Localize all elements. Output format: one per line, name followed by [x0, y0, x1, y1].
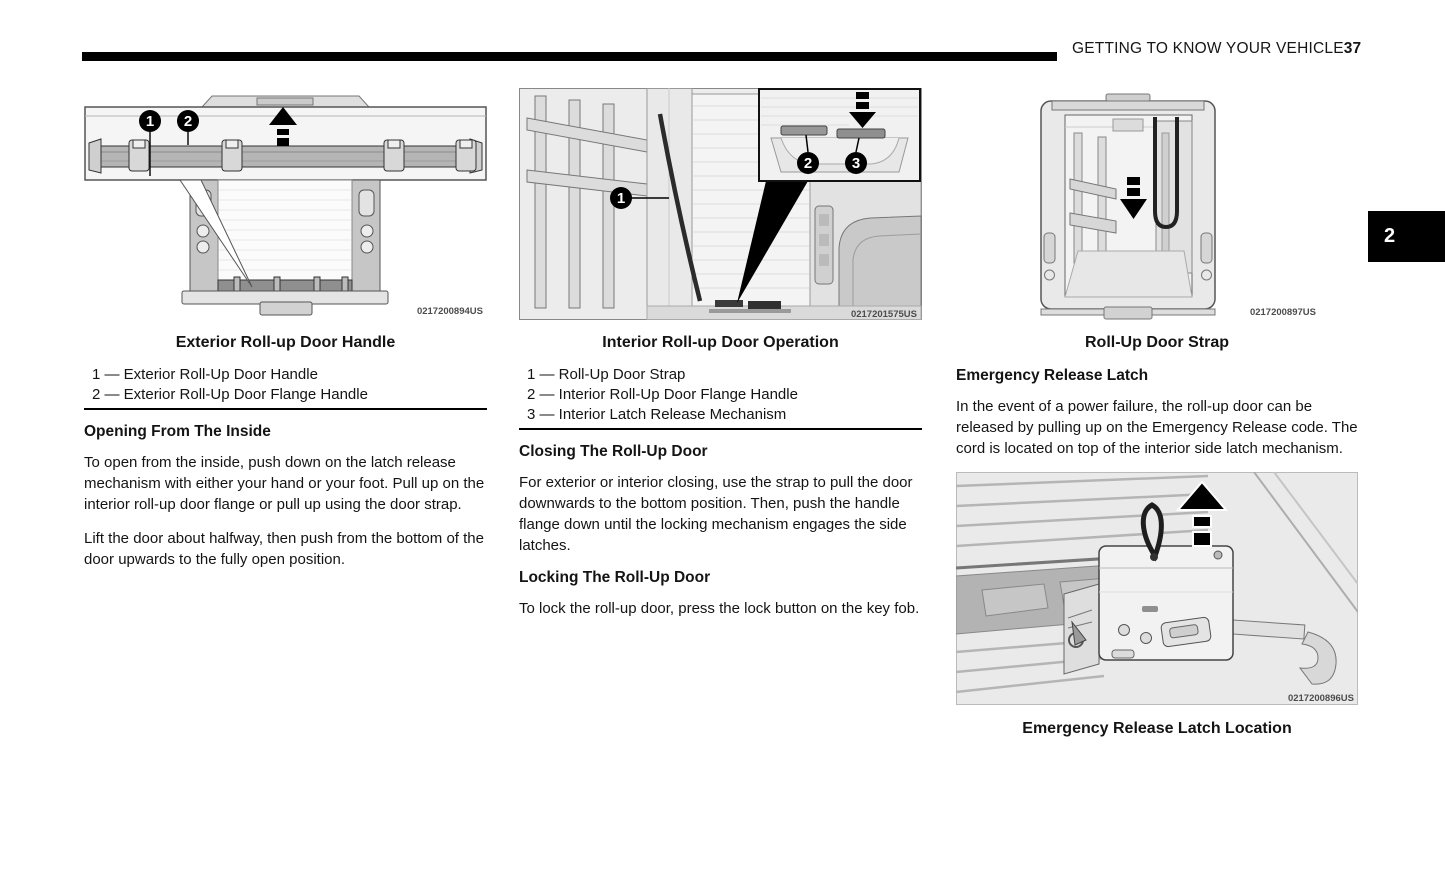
- chapter-tab-number: 2: [1384, 225, 1396, 247]
- interior-door-illustration: [519, 88, 922, 320]
- running-header: [1072, 40, 1362, 58]
- van-rear-open: [1041, 94, 1215, 319]
- legend: [519, 365, 922, 425]
- figure-image-id: 0217200896US: [1287, 693, 1354, 704]
- callout-2-number: 2: [803, 155, 813, 172]
- section-heading: Emergency Release Latch: [956, 367, 1149, 384]
- van-rear: [182, 180, 388, 315]
- figure-caption: Interior Roll-up Door Operation: [602, 334, 839, 351]
- figure-caption: Exterior Roll-up Door Handle: [175, 334, 396, 351]
- handle-flange-inset: [759, 89, 920, 181]
- column-left: [84, 95, 487, 570]
- section-heading: Locking The Roll-Up Door: [519, 569, 711, 586]
- figure-image-id: 0217201575US: [850, 309, 917, 320]
- body-paragraph: To lock the roll-up door, press the lock button on the key fob.: [519, 600, 920, 617]
- figure-caption: Emergency Release Latch Location: [1022, 720, 1292, 737]
- legend: [84, 365, 487, 405]
- header-rule: [82, 52, 1057, 61]
- body-paragraph: In the event of a power failure, the roll-up door can be released by pulling up on the Emergency Release code. The cord is located on top of the interior side latch mechanism.: [956, 398, 1358, 457]
- legend-item: 2 — Exterior Roll-Up Door Flange Handle: [92, 386, 368, 403]
- legend-rule: [519, 428, 922, 430]
- callout-1-number: 1: [616, 190, 626, 207]
- figure-emergency-release-latch: [956, 472, 1358, 705]
- column-right: [956, 93, 1358, 738]
- callout-3-number: 3: [851, 155, 861, 172]
- body-paragraph: For exterior or interior closing, use the strap to pull the door downwards to the bottom position. Then, push the handle flange down until the locking mechanism engages the side latches.: [519, 474, 913, 554]
- running-header-title: GETTING TO KNOW YOUR VEHICLE: [1072, 40, 1344, 57]
- chapter-tab: [1368, 211, 1445, 262]
- legend-item: 1 — Exterior Roll-Up Door Handle: [92, 366, 318, 383]
- section-heading: Closing The Roll-Up Door: [519, 443, 708, 460]
- legend-item: 2 — Interior Roll-Up Door Flange Handle: [527, 386, 798, 403]
- door-strap-illustration: [1038, 93, 1318, 320]
- legend-rule: [84, 408, 487, 410]
- emergency-latch-illustration: [956, 472, 1358, 705]
- figure-interior-door-operation: [519, 88, 922, 320]
- column-middle: [519, 88, 922, 619]
- latch-mechanism: [1099, 546, 1233, 660]
- figure-caption: Roll-Up Door Strap: [1085, 334, 1229, 351]
- legend-item: 1 — Roll-Up Door Strap: [527, 366, 686, 383]
- exterior-door-illustration: [84, 95, 487, 320]
- seat: [839, 216, 921, 320]
- legend-item: 3 — Interior Latch Release Mechanism: [527, 406, 787, 423]
- figure-roll-up-door-strap: [956, 93, 1358, 320]
- figure-exterior-door-handle: [84, 95, 487, 320]
- figure-image-id: 0217200894US: [416, 306, 483, 317]
- page-number: 37: [1343, 40, 1362, 57]
- figure-image-id: 0217200897US: [1249, 307, 1316, 318]
- body-paragraph: Lift the door about halfway, then push from the bottom of the door upwards to the fully open position.: [84, 530, 484, 568]
- callout-2-number: 2: [183, 113, 193, 130]
- section-heading: Opening From The Inside: [84, 423, 271, 440]
- body-paragraph: To open from the inside, push down on the latch release mechanism with either your hand or your foot. Pull up on the interior roll-up door flange or pull up using the door strap.: [84, 454, 485, 513]
- callout-1-number: 1: [145, 113, 155, 130]
